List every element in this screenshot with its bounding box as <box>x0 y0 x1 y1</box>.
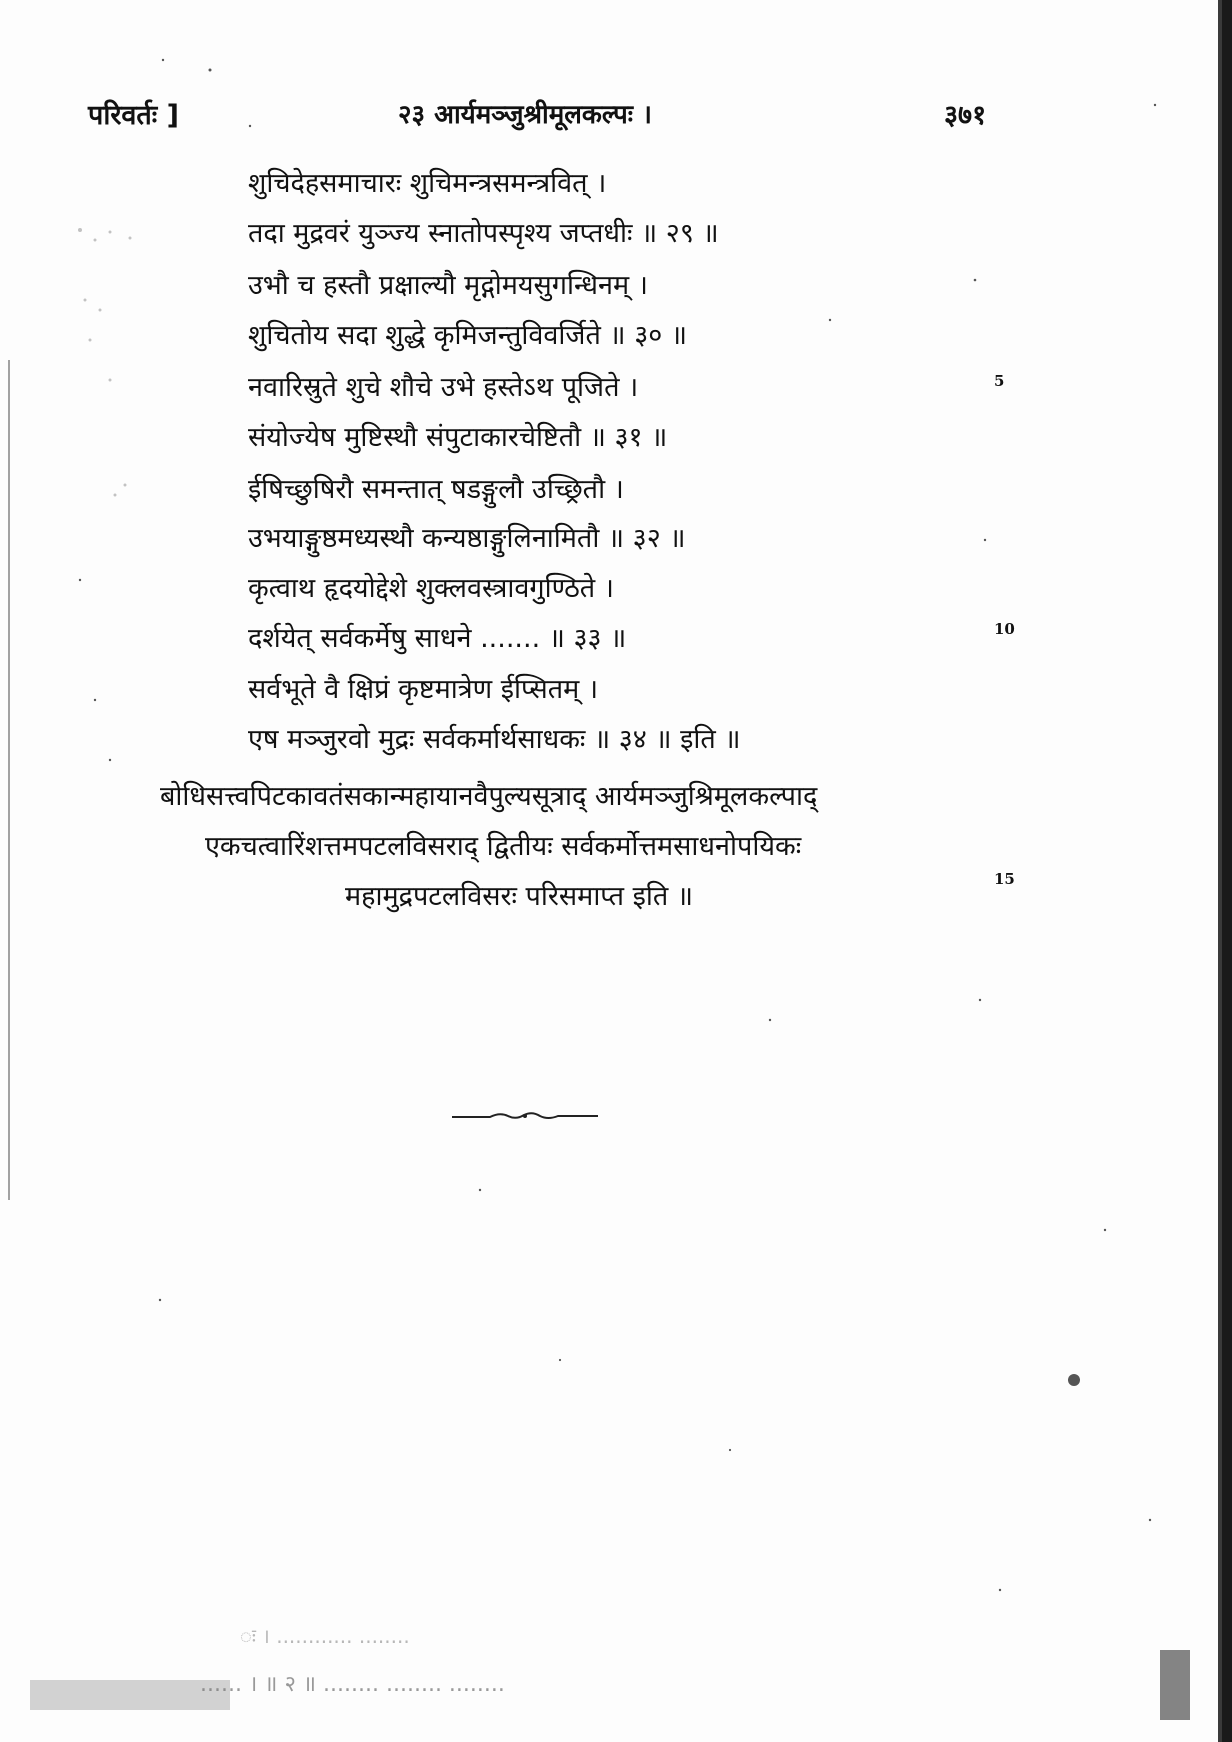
verse-line: दर्शयेत् सर्वकर्मेषु साधने ....... ॥ ३३ ॥ <box>248 623 627 654</box>
verse-line: सर्वभूते वै क्षिप्रं कृष्टमात्रेण ईप्सितम् । <box>248 674 599 705</box>
verse-line: ईषिच्छुषिरौ समन्तात् षडङ्गुलौ उच्छ्रितौ । <box>248 474 624 505</box>
verse-line: उभयाङ्गुष्ठमध्यस्थौ कन्यष्ठाङ्गुलिनामितौ ॥ ३२ ॥ <box>248 523 686 554</box>
verse-line: शुचितोय सदा शुद्धे कृमिजन्तुविवर्जिते ॥ ३० ॥ <box>248 320 688 351</box>
page-number: ३७१ <box>944 100 987 131</box>
verse-line: कृत्वाथ हृदयोद्देशे शुक्लवस्त्रावगुण्ठिते । <box>248 573 615 604</box>
page-left-margin-line <box>8 360 10 1200</box>
verse-line: एष मञ्जुरवो मुद्रः सर्वकर्मार्थसाधकः ॥ ३४ ॥ इति ॥ <box>248 724 741 755</box>
margin-line-number: 10 <box>994 620 1015 638</box>
header-title: २३ आर्यमञ्जुश्रीमूलकल्पः । <box>398 100 652 130</box>
page-edge-border <box>1222 0 1232 1742</box>
header-section-label: परिवर्तः ] <box>88 100 179 131</box>
verse-line: शुचिदेहसमाचारः शुचिमन्त्रसमन्त्रवित् । <box>248 168 607 199</box>
bleed-through-text: ः । ............ ........ <box>240 1624 410 1648</box>
verse-line: संयोज्येष मुष्टिस्थौ संपुटाकारचेष्टितौ ॥ ३१ ॥ <box>248 422 668 453</box>
verse-line: नवारिस्रुते शुचे शौचे उभे हस्तेऽथ पूजिते । <box>248 372 639 403</box>
colophon-line: बोधिसत्त्वपिटकावतंसकान्महायानवैपुल्यसूत्राद् आर्यमञ्जुश्रिमूलकल्पाद् <box>160 781 818 812</box>
margin-line-number: 5 <box>994 372 1005 390</box>
colophon-line: एकचत्वारिंशत्तमपटलविसराद् द्वितीयः सर्वकर्मोत्तमसाधनोपयिकः <box>205 831 802 862</box>
section-end-ornament <box>450 1110 600 1122</box>
colophon-line: महामुद्रपटलविसरः परिसमाप्त इति ॥ <box>345 881 693 912</box>
verse-line: तदा मुद्रवरं युञ्ज्य स्नातोपस्पृश्य जप्तधीः ॥ २९ ॥ <box>248 218 719 249</box>
verse-line: उभौ च हस्तौ प्रक्षाल्यौ मृद्गोमयसुगन्धिनम् । <box>248 270 648 301</box>
bleed-through-text: ...... । ॥ २ ॥ ........ ........ ........ <box>200 1672 505 1697</box>
margin-line-number: 15 <box>994 870 1015 888</box>
